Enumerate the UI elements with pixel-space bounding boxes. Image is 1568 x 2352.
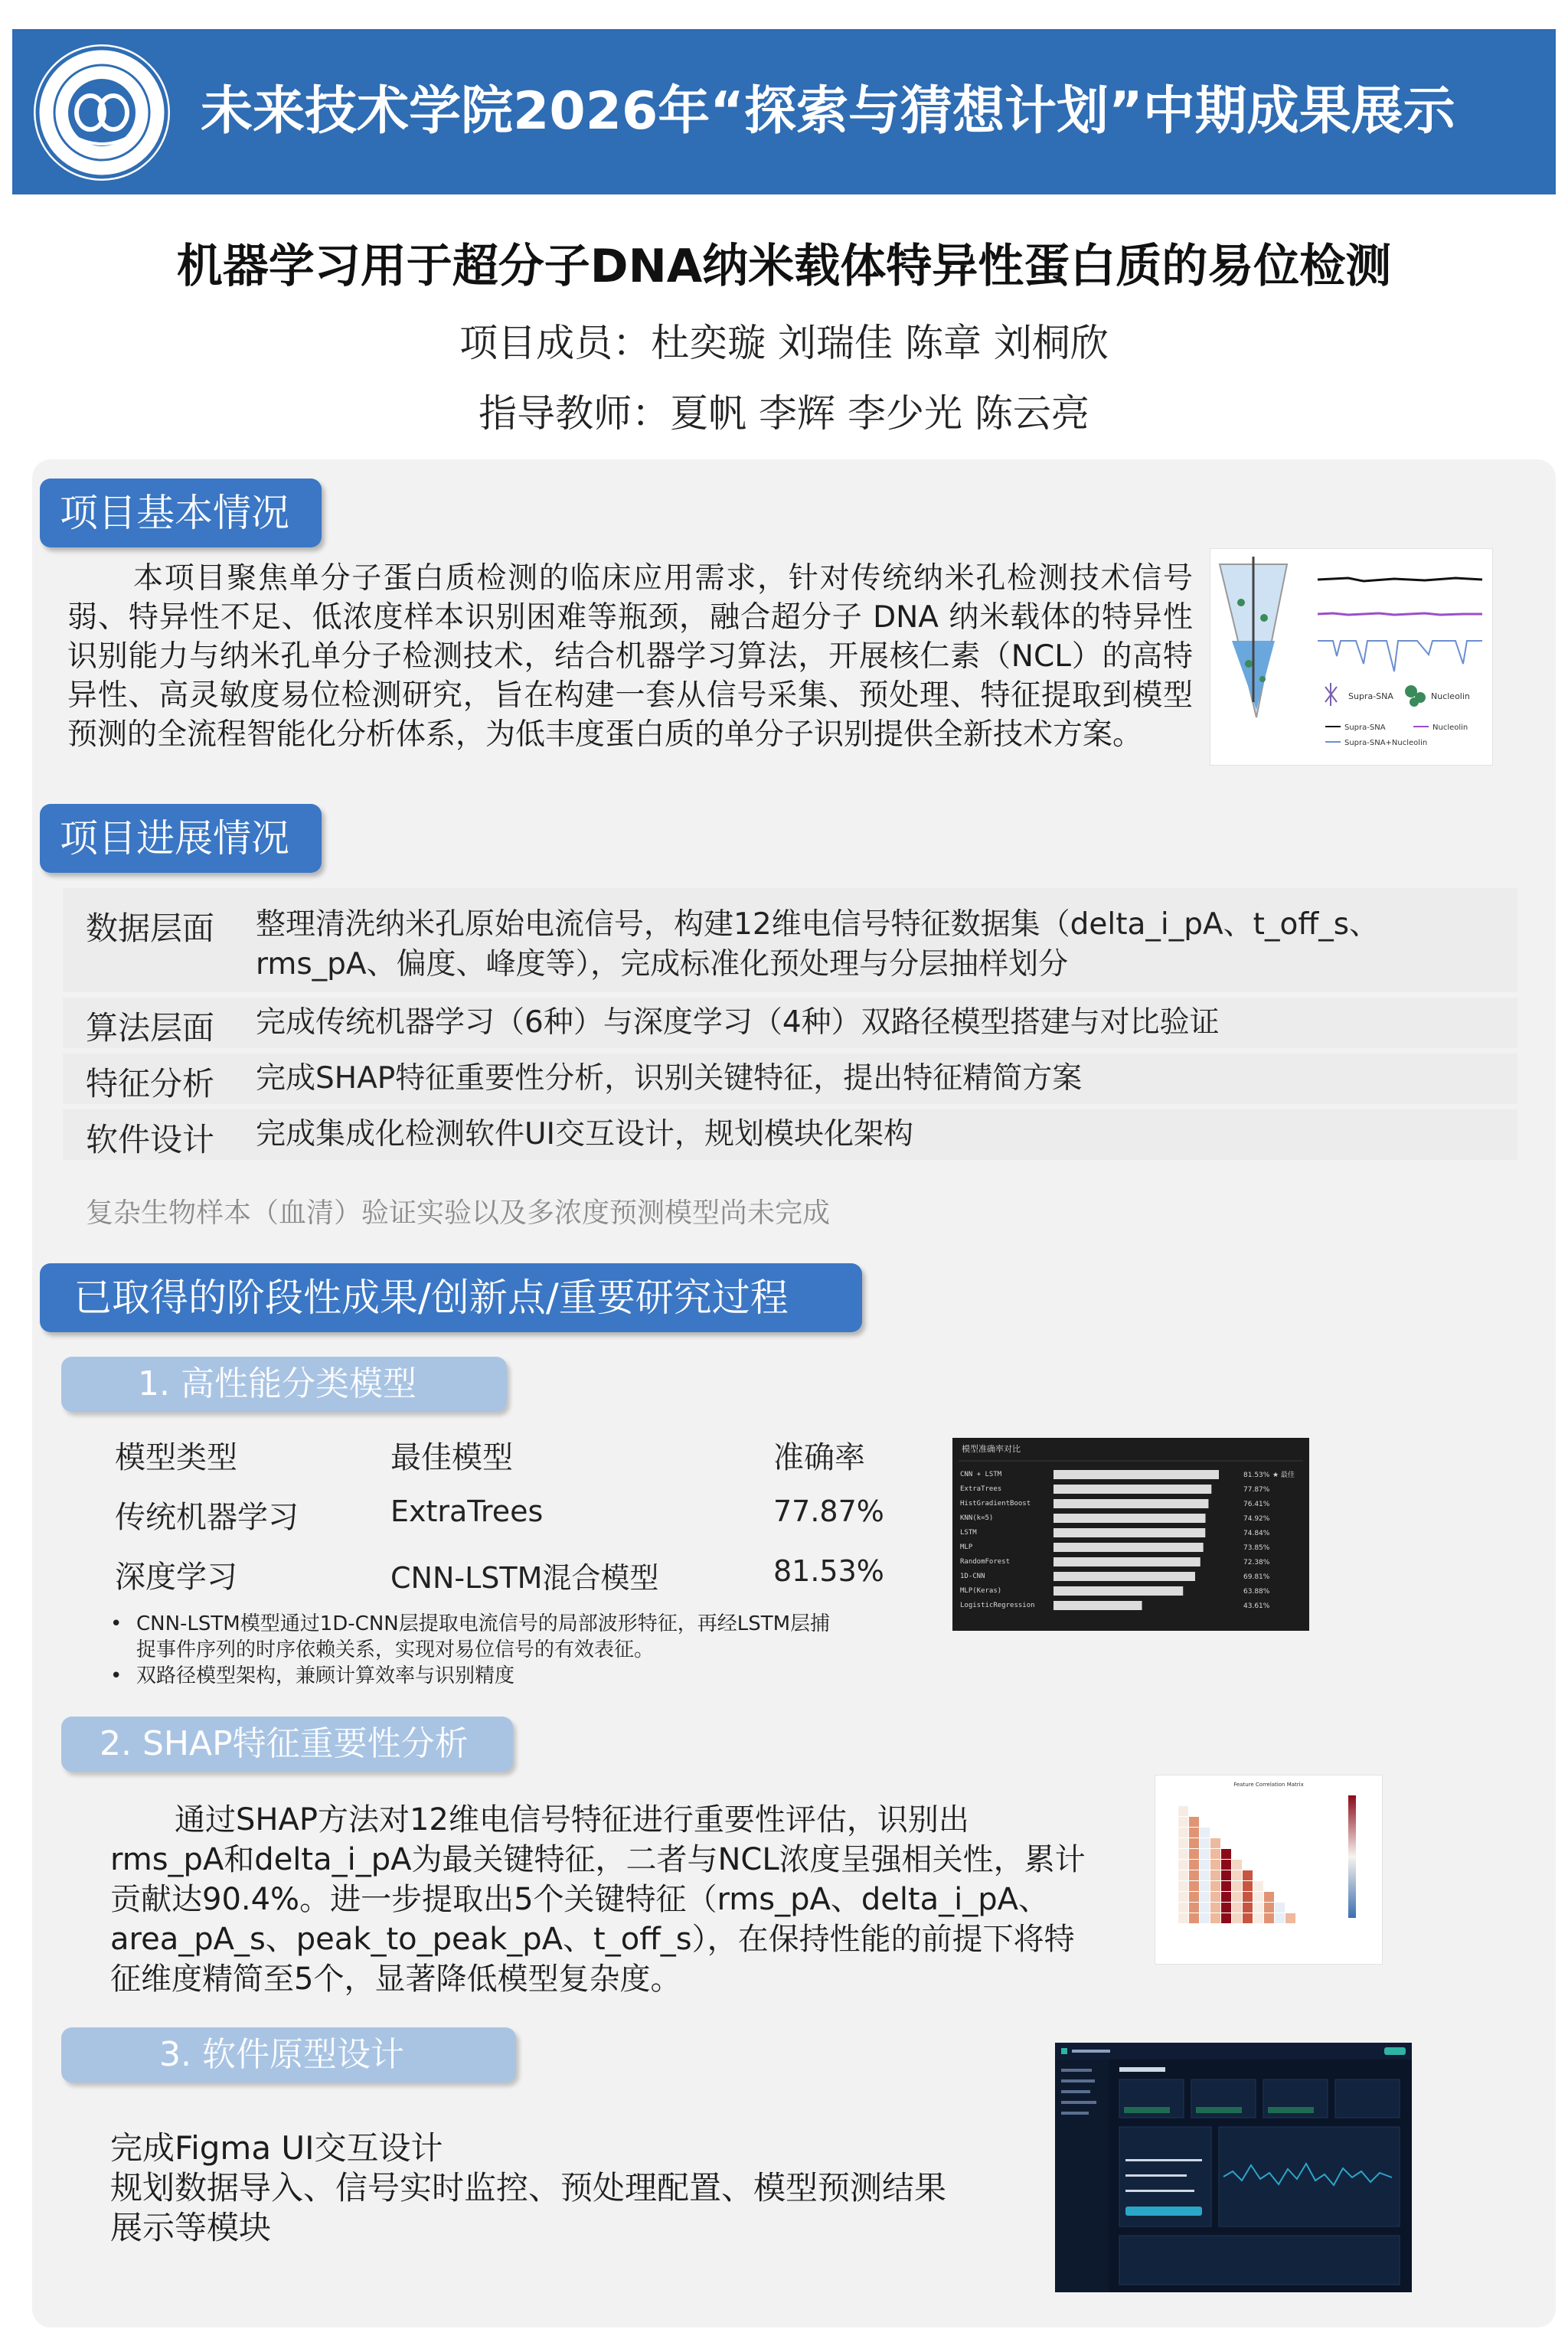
progress-text: rms_pA、偏度、峰度等），完成标准化预处理与分层抽样划分 — [256, 947, 1069, 982]
poster-title: 机器学习用于超分子DNA纳米载体特异性蛋白质的易位检测 — [176, 240, 1392, 293]
chart-title: 模型准确率对比 — [962, 1444, 1021, 1454]
chart-bar — [1054, 1499, 1208, 1508]
chart-value-label: 43.61% — [1243, 1602, 1270, 1610]
heatmap-cell — [1178, 1849, 1188, 1859]
heatmap-cell — [1253, 1881, 1263, 1891]
heatmap-cell — [1178, 1828, 1188, 1838]
chart-best-badge: ★ 最佳 — [1272, 1472, 1295, 1479]
chart-category-label: KNN(k=5) — [960, 1514, 994, 1522]
heatmap-cell — [1232, 1913, 1242, 1923]
heatmap-cell — [1200, 1828, 1210, 1838]
table-cell: ExtraTrees — [390, 1494, 544, 1528]
heatmap-cell — [1243, 1870, 1253, 1880]
shap-text-line: 通过SHAP方法对12维电信号特征进行重要性评估，识别出 — [175, 1802, 969, 1838]
heatmap-cell — [1243, 1892, 1253, 1902]
heatmap-cell — [1232, 1892, 1242, 1902]
progress-label: 特征分析 — [86, 1065, 215, 1102]
heatmap-cell — [1264, 1903, 1274, 1913]
heatmap-cell — [1264, 1892, 1274, 1902]
university-seal-icon — [34, 44, 170, 181]
chart-bar — [1054, 1572, 1195, 1581]
progress-label: 算法层面 — [86, 1009, 215, 1047]
heatmap-cell — [1178, 1881, 1188, 1891]
table-cell: 81.53% — [773, 1554, 884, 1588]
heatmap-cell — [1221, 1849, 1231, 1859]
heatmap-cell — [1221, 1860, 1231, 1870]
chart-value-label: 69.81% — [1243, 1573, 1270, 1581]
chart-bar — [1054, 1470, 1219, 1479]
table-cell: 77.87% — [773, 1494, 884, 1528]
heatmap-cell — [1210, 1903, 1220, 1913]
progress-text: 完成传统机器学习（6种）与深度学习（4种）双路径模型搭建与对比验证 — [256, 1005, 1220, 1040]
correlation-heatmap-figure — [1155, 1775, 1383, 1965]
chart-category-label: LSTM — [960, 1529, 977, 1537]
heatmap-cell — [1232, 1870, 1242, 1880]
chart-category-label: HistGradientBoost — [960, 1500, 1031, 1508]
heatmap-cell — [1178, 1860, 1188, 1870]
shap-text-line: area_pA_s、peak_to_peak_pA、t_off_s），在保持性能的前提下将特 — [110, 1922, 1075, 1957]
heatmap-cell — [1189, 1870, 1199, 1880]
table-header-cell: 最佳模型 — [390, 1440, 513, 1475]
heatmap-cell — [1178, 1838, 1188, 1848]
heatmap-cell — [1189, 1849, 1199, 1859]
figure-label-supra: Supra-SNA — [1348, 691, 1393, 701]
heatmap-cell — [1232, 1903, 1242, 1913]
heatmap-cell — [1178, 1913, 1188, 1923]
heatmap-cell — [1189, 1913, 1199, 1923]
section-basic-info-heading: 项目基本情况 — [40, 479, 322, 547]
heatmap-cell — [1178, 1903, 1188, 1913]
accuracy-bar-chart — [952, 1438, 1309, 1631]
section-progress-heading: 项目进展情况 — [40, 804, 322, 873]
heatmap-cell — [1189, 1828, 1199, 1838]
progress-text: 完成集成化检测软件UI交互设计，规划模块化架构 — [256, 1117, 914, 1152]
table-cell: 传统机器学习 — [115, 1500, 299, 1535]
progress-text: 整理清洗纳米孔原始电流信号，构建12维电信号特征数据集（delta_i_pA、t_off_s、 — [256, 907, 1380, 942]
chart-bar — [1054, 1543, 1204, 1552]
figure-legend-1: Supra-SNA — [1344, 724, 1386, 732]
heatmap-cell — [1264, 1913, 1274, 1923]
heatmap-cell — [1210, 1913, 1220, 1923]
chart-value-label: 73.85% — [1243, 1544, 1270, 1552]
table-cell: CNN-LSTM混合模型 — [390, 1561, 659, 1595]
chart-bar — [1054, 1485, 1211, 1494]
figure-legend-3: Supra-SNA+Nucleolin — [1344, 739, 1428, 747]
heatmap-cell — [1243, 1913, 1253, 1923]
heatmap-cell — [1178, 1892, 1188, 1902]
heatmap-cell — [1189, 1903, 1199, 1913]
heatmap-cell — [1253, 1892, 1263, 1902]
advisors: 指导教师：夏帆 李辉 李少光 陈云亮 — [479, 391, 1089, 436]
heatmap-cell — [1221, 1881, 1231, 1891]
heatmap-cell — [1178, 1817, 1188, 1827]
heatmap-cell — [1210, 1849, 1220, 1859]
table-header-cell: 准确率 — [773, 1440, 865, 1475]
chart-bar — [1054, 1557, 1200, 1566]
chart-value-label: 74.84% — [1243, 1530, 1270, 1537]
heatmap-cell — [1221, 1892, 1231, 1902]
shap-text-line: 征维度精简至5个，显著降低模型复杂度。 — [110, 1962, 681, 1997]
heatmap-cell — [1189, 1881, 1199, 1891]
heatmap-cell — [1253, 1903, 1263, 1913]
heatmap-title: Feature Correlation Matrix — [1233, 1782, 1304, 1788]
heatmap-cell — [1200, 1849, 1210, 1859]
heatmap-cell — [1221, 1870, 1231, 1880]
bullet-marker: • — [110, 1664, 122, 1687]
heatmap-cell — [1200, 1913, 1210, 1923]
software-text-line: 展示等模块 — [110, 2209, 272, 2246]
table-cell: 深度学习 — [115, 1560, 237, 1595]
heatmap-cell — [1210, 1838, 1220, 1848]
nanopore-schematic-figure — [1210, 548, 1493, 766]
bullet-text: 双路径模型架构，兼顾计算效率与识别精度 — [136, 1664, 515, 1687]
software-text-line: 规划数据导入、信号实时监控、预处理配置、模型预测结果 — [110, 2169, 947, 2207]
heatmap-cell — [1275, 1913, 1285, 1923]
chart-category-label: CNN + LSTM — [960, 1471, 1002, 1478]
software-text-line: 完成Figma UI交互设计 — [110, 2129, 443, 2167]
progress-label: 数据层面 — [86, 910, 215, 947]
shap-text-line: rms_pA和delta_i_pA为最关键特征，二者与NCL浓度呈强相关性，累计 — [110, 1842, 1086, 1877]
heatmap-cell — [1210, 1860, 1220, 1870]
chart-category-label: 1D-CNN — [960, 1573, 985, 1580]
heatmap-cell — [1178, 1870, 1188, 1880]
table-header-cell: 模型类型 — [115, 1440, 237, 1475]
chart-category-label: ExtraTrees — [960, 1485, 1002, 1493]
sub-heading-shap: 2. SHAP特征重要性分析 — [61, 1717, 513, 1772]
heatmap-cell — [1232, 1860, 1242, 1870]
chart-value-label: 74.92% — [1243, 1515, 1270, 1523]
heatmap-cell — [1200, 1860, 1210, 1870]
heatmap-cell — [1210, 1870, 1220, 1880]
heatmap-cell — [1243, 1881, 1253, 1891]
chart-value-label: 63.88% — [1243, 1588, 1270, 1596]
bullet-text: 捉事件序列的时序依赖关系，实现对易位信号的有效表征。 — [136, 1638, 655, 1661]
software-ui-mockup — [1055, 2043, 1412, 2292]
chart-value-label: 81.53% — [1243, 1472, 1270, 1479]
sub-heading-classification: 1. 高性能分类模型 — [61, 1357, 507, 1412]
bullet-text: CNN-LSTM模型通过1D-CNN层提取电流信号的局部波形特征，再经LSTM层捕 — [136, 1612, 831, 1635]
heatmap-cell — [1189, 1892, 1199, 1902]
heatmap-cell — [1210, 1881, 1220, 1891]
heatmap-cell — [1200, 1881, 1210, 1891]
shap-text-line: 贡献达90.4%。进一步提取出5个关键特征（rms_pA、delta_i_pA、 — [110, 1882, 1049, 1917]
heatmap-cell — [1178, 1806, 1188, 1816]
chart-bar — [1054, 1586, 1183, 1596]
heatmap-cell — [1189, 1817, 1199, 1827]
progress-text: 完成SHAP特征重要性分析，识别关键特征，提出特征精简方案 — [256, 1061, 1083, 1096]
chart-value-label: 72.38% — [1243, 1559, 1270, 1566]
heatmap-cell — [1232, 1881, 1242, 1891]
chart-bar — [1054, 1528, 1205, 1537]
heatmap-cell — [1200, 1838, 1210, 1848]
heatmap-cell — [1189, 1838, 1199, 1848]
chart-value-label: 77.87% — [1243, 1486, 1270, 1494]
sub-heading-software: 3. 软件原型设计 — [61, 2027, 516, 2082]
heatmap-cell — [1221, 1903, 1231, 1913]
chart-bar — [1054, 1601, 1142, 1610]
bullet-marker: • — [110, 1612, 122, 1635]
heatmap-cell — [1200, 1903, 1210, 1913]
heatmap-cell — [1200, 1870, 1210, 1880]
chart-value-label: 76.41% — [1243, 1501, 1270, 1508]
pending-note: 复杂生物样本（血清）验证实验以及多浓度预测模型尚未完成 — [86, 1197, 831, 1229]
heatmap-cell — [1189, 1860, 1199, 1870]
heatmap-cell — [1243, 1903, 1253, 1913]
section-achievements-heading: 已取得的阶段性成果/创新点/重要研究过程 — [40, 1263, 862, 1332]
section-basic-info-body: 本项目聚焦单分子蛋白质检测的临床应用需求，针对传统纳米孔检测技术信号弱、特异性不足、低浓度样本识别困难等瓶颈，融合超分子 DNA 纳米载体的特异性识别能力与纳米孔单分子检测技术，结合机器学习算法，开展核仁素（NCL）的高特异性、高灵敏度易位检测研究，旨在构建一套从信号采集、预处理、特征提取到模型预测的全流程智能化分析体系，为低丰度蛋白质的单分子识别提供全新技术方案。 — [67, 561, 1193, 752]
chart-bar — [1054, 1514, 1205, 1523]
project-members: 项目成员：杜奕璇 刘瑞佳 陈章 刘桐欣 — [459, 321, 1109, 365]
figure-label-nucleolin: Nucleolin — [1431, 691, 1470, 701]
heatmap-cell — [1221, 1913, 1231, 1923]
chart-category-label: LogisticRegression — [960, 1602, 1035, 1609]
figure-legend-2: Nucleolin — [1432, 724, 1468, 732]
progress-label: 软件设计 — [86, 1121, 215, 1158]
chart-category-label: MLP(Keras) — [960, 1587, 1002, 1595]
heatmap-cell — [1275, 1903, 1285, 1913]
heatmap-cell — [1253, 1913, 1263, 1923]
chart-category-label: RandomForest — [960, 1558, 1011, 1566]
heatmap-cell — [1200, 1892, 1210, 1902]
heatmap-cell — [1285, 1913, 1295, 1923]
chart-category-label: MLP — [960, 1544, 973, 1551]
heatmap-cell — [1210, 1892, 1220, 1902]
header-title: 未来技术学院2026年“探索与猜想计划”中期成果展示 — [201, 81, 1455, 142]
